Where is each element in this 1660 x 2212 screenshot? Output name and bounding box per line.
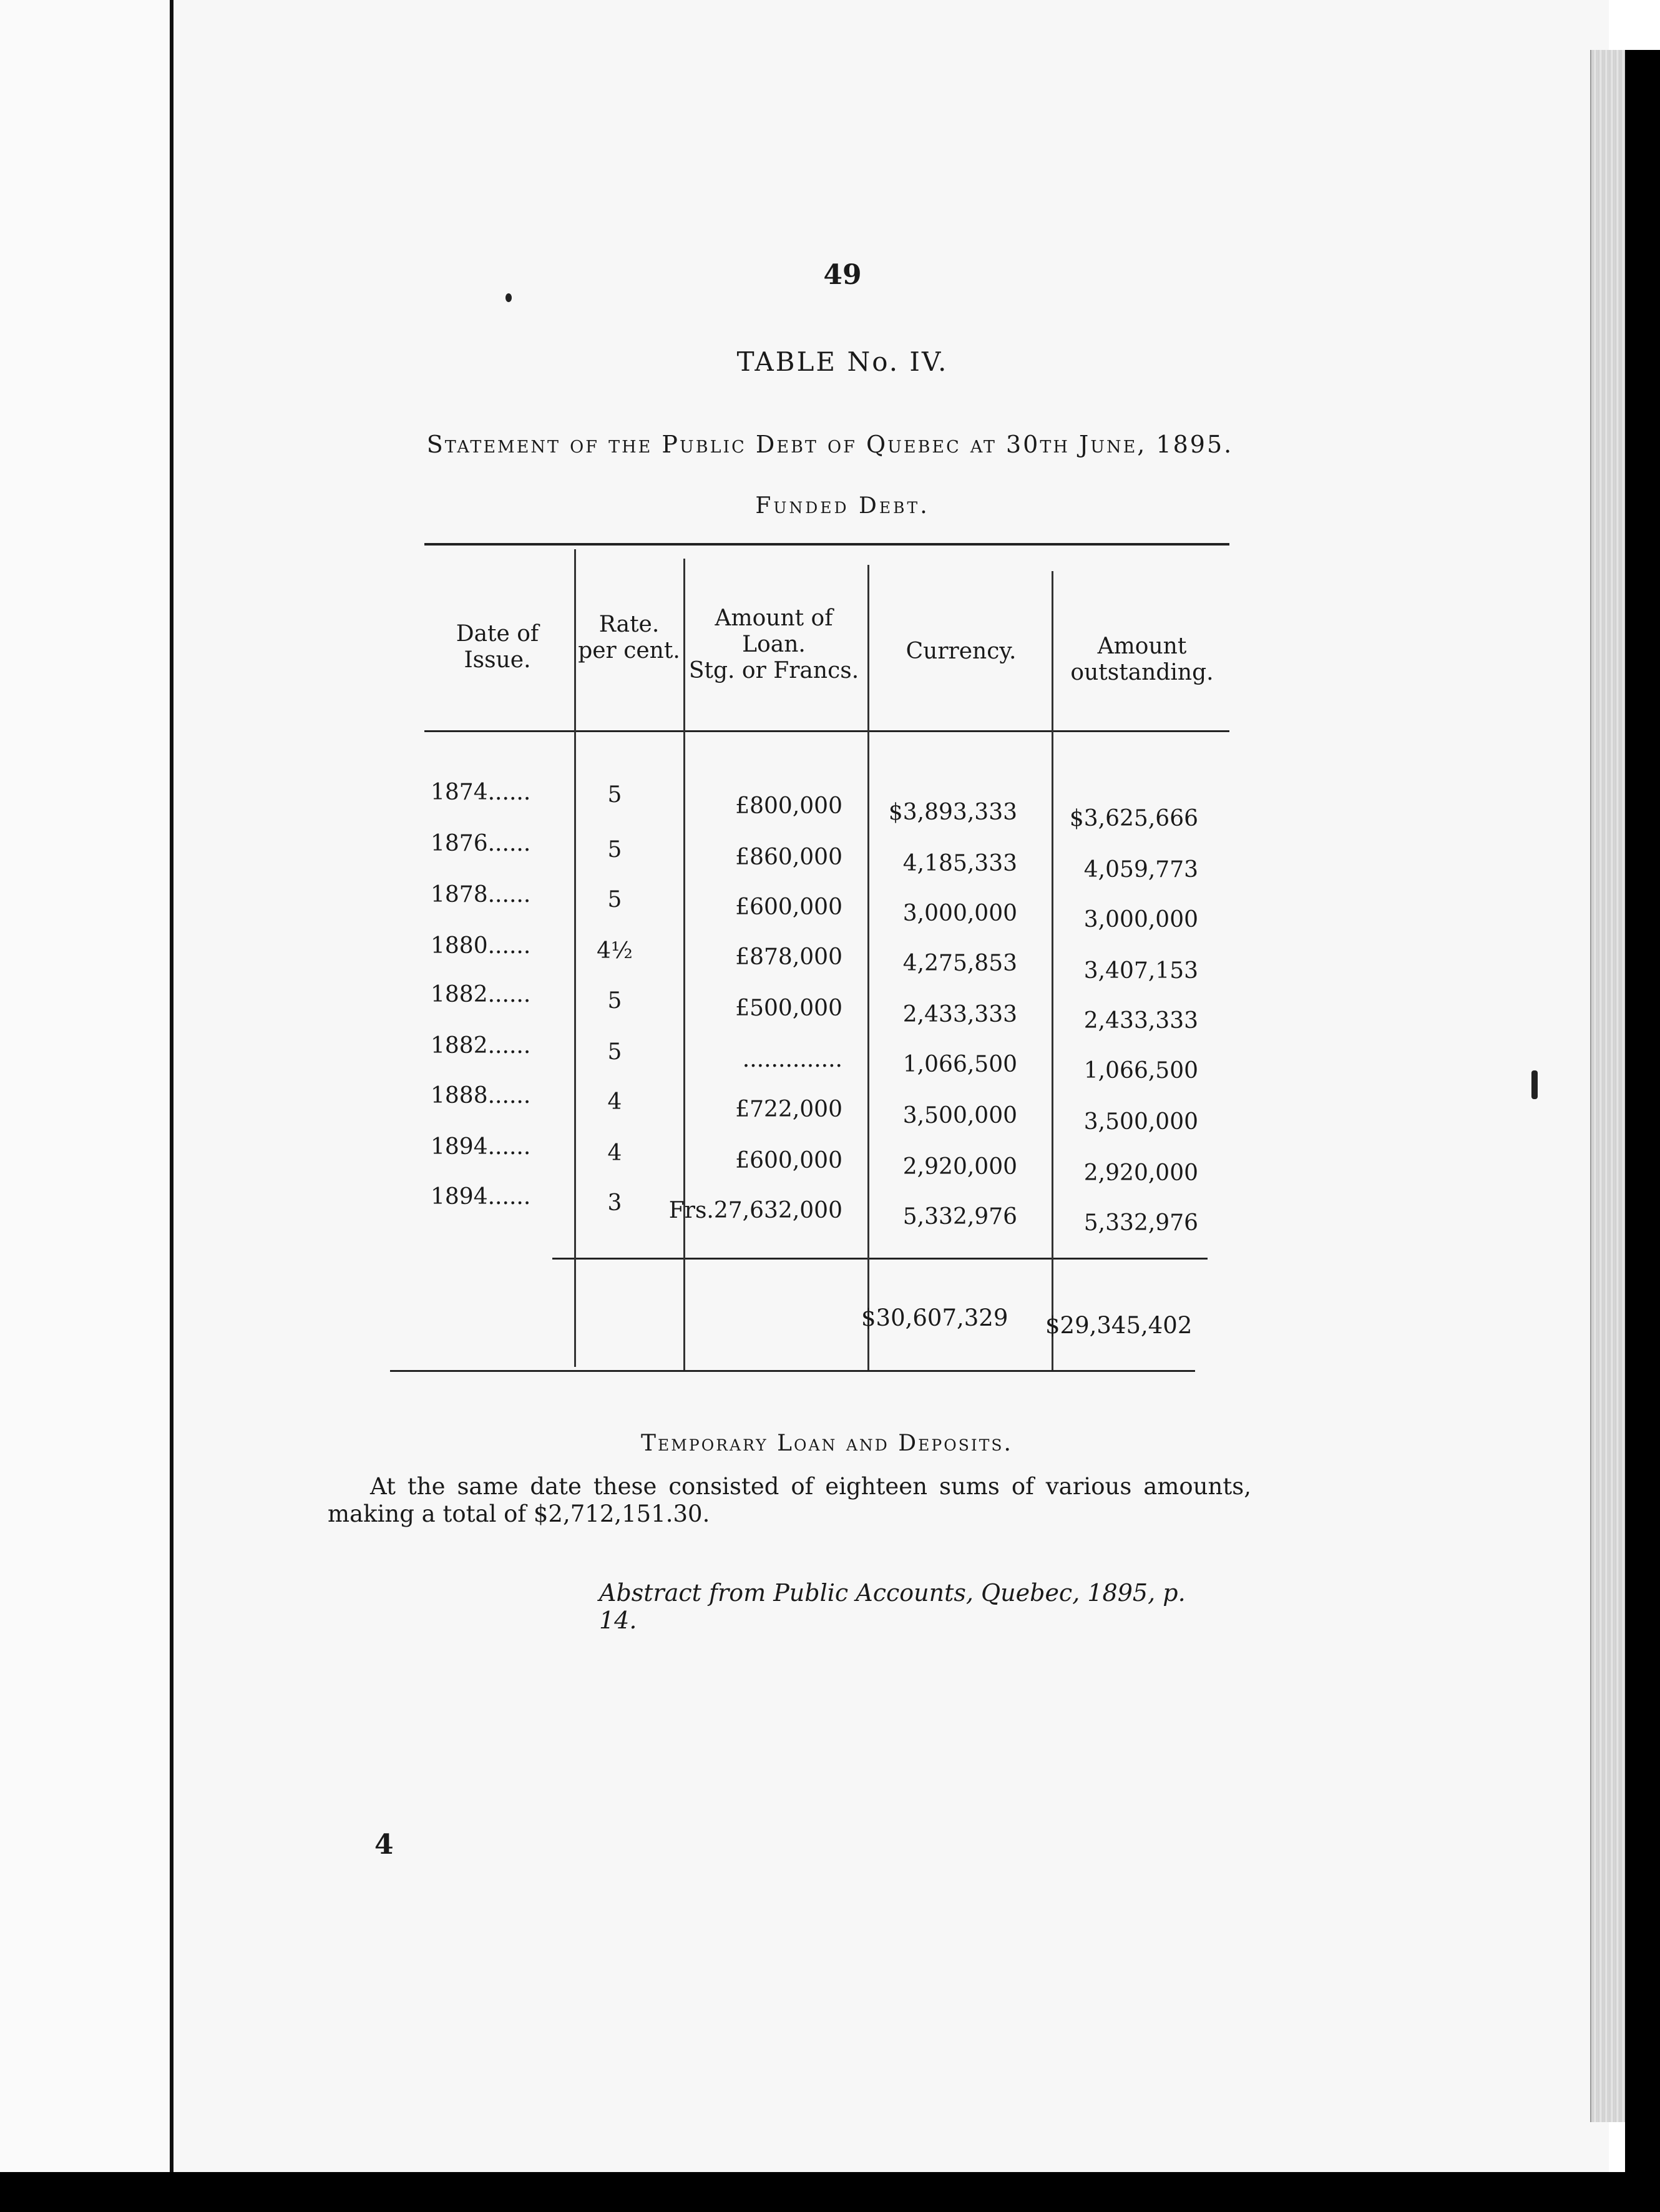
section-heading: Funded Debt.	[755, 493, 930, 519]
cell-rate: 4½	[597, 938, 633, 964]
cell-rate: 5	[607, 782, 622, 808]
header-date-of-issue: Date of Issue.	[456, 621, 539, 673]
cell-currency: 3,000,000	[902, 901, 1017, 926]
table-title: TABLE No. IV.	[736, 346, 949, 377]
cell-currency: 1,066,500	[902, 1052, 1017, 1077]
total-rule	[552, 1258, 1208, 1260]
cell-year: 1882......	[431, 1033, 531, 1059]
cell-outstanding: 3,000,000	[1083, 907, 1198, 932]
cell-year: 1880......	[431, 933, 531, 959]
source-citation: Abstract from Public Accounts, Quebec, 1895, p. 14.	[599, 1579, 1186, 1634]
cell-currency: 4,275,853	[902, 951, 1017, 976]
scan-speck	[1531, 1070, 1538, 1099]
cell-rate: 5	[607, 837, 622, 863]
cell-rate: 5	[607, 887, 622, 913]
temporary-loan-heading: Temporary Loan and Deposits.	[641, 1431, 1013, 1456]
scan-speck	[505, 293, 512, 302]
cell-loan: £722,000	[735, 1097, 842, 1122]
header-amount-outstanding: Amount outstanding.	[1070, 634, 1214, 685]
cell-loan: Frs.27,632,000	[668, 1198, 842, 1223]
cell-currency: 3,500,000	[902, 1103, 1017, 1128]
cell-rate: 5	[607, 1039, 622, 1065]
header-rule	[424, 730, 1229, 732]
cell-outstanding: 3,407,153	[1083, 958, 1198, 984]
cell-year: 1874......	[431, 780, 531, 805]
previous-page-strip	[0, 0, 173, 2212]
cell-rate: 5	[607, 988, 622, 1014]
table-bottom-rule	[390, 1370, 1195, 1372]
cell-currency: $3,893,333	[888, 800, 1017, 825]
cell-year: 1876......	[431, 831, 531, 856]
cell-outstanding: $3,625,666	[1069, 806, 1198, 831]
header-amount-of-loan: Amount of Loan. Stg. or Francs.	[688, 605, 859, 683]
cell-loan: £500,000	[735, 996, 842, 1021]
cell-outstanding: 4,059,773	[1083, 857, 1198, 883]
temporary-loan-paragraph: At the same date these consisted of eighteen sums of various amounts, making a total of $2,712,151.30.	[328, 1473, 1251, 1527]
cell-loan: £800,000	[735, 793, 842, 819]
cell-currency: 2,433,333	[902, 1002, 1017, 1027]
cell-outstanding: 2,433,333	[1083, 1008, 1198, 1034]
header-currency: Currency.	[906, 639, 1017, 664]
cell-rate: 4	[607, 1089, 622, 1115]
table-top-rule	[424, 543, 1229, 546]
cell-currency: 4,185,333	[902, 851, 1017, 876]
total-outstanding: $29,345,402	[1045, 1312, 1193, 1339]
table-subtitle: Statement of the Public Debt of Quebec at 30th June, 1895.	[426, 431, 1234, 458]
cell-year: 1878......	[431, 882, 531, 908]
column-divider	[1052, 571, 1053, 1370]
cell-currency: 2,920,000	[902, 1154, 1017, 1180]
scan-border-right	[1625, 50, 1660, 2212]
cell-year: 1888......	[431, 1083, 531, 1108]
cell-currency: 5,332,976	[902, 1204, 1017, 1230]
cell-loan: £860,000	[735, 844, 842, 870]
cell-loan: ..............	[742, 1047, 842, 1072]
cell-year: 1882......	[431, 982, 531, 1007]
cell-loan: £878,000	[735, 944, 842, 970]
cell-outstanding: 1,066,500	[1083, 1058, 1198, 1084]
cell-loan: £600,000	[735, 1148, 842, 1173]
signature-mark: 4	[374, 1829, 394, 1861]
cell-outstanding: 3,500,000	[1083, 1109, 1198, 1135]
cell-year: 1894......	[431, 1184, 531, 1210]
header-rate: Rate. per cent.	[578, 612, 680, 663]
total-currency: $30,607,329	[861, 1304, 1008, 1331]
cell-rate: 4	[607, 1140, 622, 1166]
cell-rate: 3	[607, 1190, 622, 1216]
cell-outstanding: 2,920,000	[1083, 1160, 1198, 1186]
column-divider	[867, 565, 869, 1370]
cell-year: 1894......	[431, 1134, 531, 1160]
cell-loan: £600,000	[735, 894, 842, 920]
cell-outstanding: 5,332,976	[1083, 1210, 1198, 1236]
scan-border-bottom	[0, 2172, 1660, 2212]
page-stack-edge	[1590, 50, 1626, 2122]
page-number: 49	[823, 259, 862, 291]
